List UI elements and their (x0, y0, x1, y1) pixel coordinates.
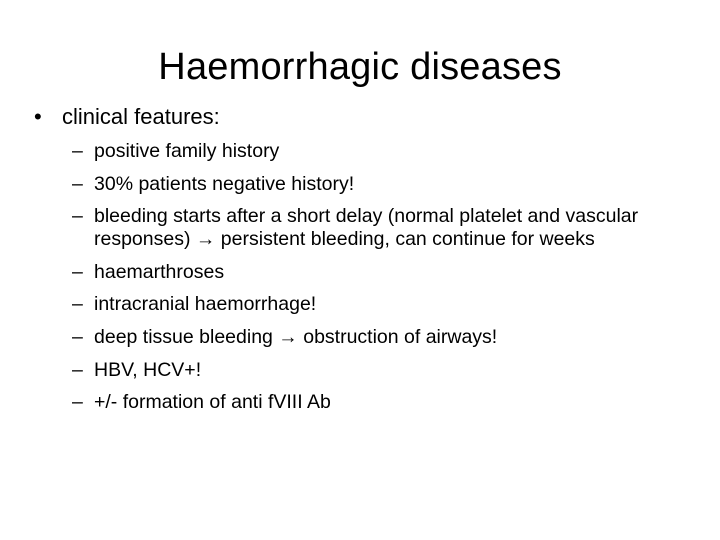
dash-icon: – (72, 293, 83, 316)
list-item (72, 391, 717, 414)
list-item-text (94, 205, 717, 251)
list-item (72, 293, 717, 316)
list-item-text: positive family history (94, 140, 280, 162)
dash-icon: – (72, 140, 83, 162)
dash-icon: – (72, 358, 83, 381)
sub-bullet-list (72, 140, 717, 424)
dash-icon: – (72, 172, 83, 195)
list-item-text: +/- formation of anti fVIII Ab (94, 391, 331, 414)
list-item (72, 205, 717, 251)
list-item-text-line-1: bleeding starts after a short delay (normal platelet and vascular (94, 205, 639, 228)
dash-icon: – (72, 205, 83, 228)
list-item-text: deep tissue bleeding → obstruction of airways! (94, 325, 498, 348)
main-bullet-point (34, 102, 220, 132)
list-item (72, 359, 717, 382)
list-item (72, 173, 717, 196)
list-item (72, 261, 717, 284)
dash-icon: – (72, 260, 83, 283)
list-item-text: 30% patients negative history! (94, 172, 355, 195)
list-item (72, 140, 717, 163)
list-item-text: haemarthroses (94, 260, 225, 283)
dash-icon: – (72, 325, 83, 348)
bullet-icon: • (34, 104, 42, 129)
list-item-text: HBV, HCV+! (94, 358, 202, 381)
list-item-text: intracranial haemorrhage! (94, 293, 317, 316)
slide-title: Haemorrhagic diseases (158, 46, 562, 88)
main-bullet-text: clinical features: (62, 104, 220, 129)
dash-icon: – (72, 391, 83, 414)
list-item (72, 326, 717, 349)
list-item-text-line-2: responses) → persistent bleeding, can continue for weeks (94, 228, 595, 251)
